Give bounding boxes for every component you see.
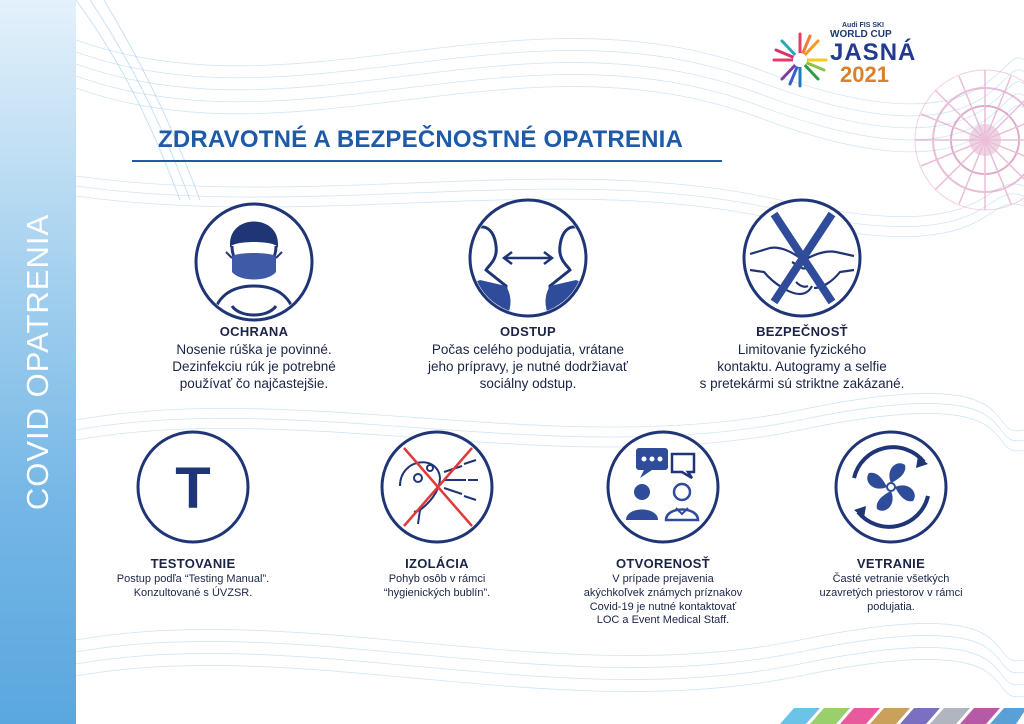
measure-line: jeho prípravy, je nutné dodržiavať xyxy=(428,358,628,374)
communication-icon xyxy=(604,428,722,546)
logo-line3: JASNÁ xyxy=(830,39,917,66)
measure-line: sociálny odstup. xyxy=(479,375,577,391)
measure-line: Covid-19 je nutné kontaktovať xyxy=(589,600,737,613)
measure-line: Počas celého podujatia, vrátane xyxy=(431,342,625,357)
measure-line: Časté vetranie všetkých xyxy=(832,573,950,585)
isolation-bubble-icon xyxy=(378,428,496,546)
measure-text-izolacia xyxy=(337,573,537,601)
measure-text-bezpecnost xyxy=(682,342,922,393)
measure-line: LOC a Event Medical Staff. xyxy=(596,614,730,627)
sidebar xyxy=(0,0,76,724)
measure-line: s pretekármi sú striktne zakázané. xyxy=(699,375,905,391)
measure-line: používať čo najčastejšie. xyxy=(179,375,329,391)
decorative-stripes xyxy=(780,708,1024,724)
ventilation-icon xyxy=(832,428,950,546)
testing-icon xyxy=(134,428,252,546)
measure-line: Pohyb osôb v rámci xyxy=(388,573,486,585)
measure-text-odstup xyxy=(408,342,648,393)
measure-text-vetranie xyxy=(791,573,991,614)
measure-heading-testovanie: TESTOVANIE xyxy=(150,556,236,571)
measure-line: uzavretých priestorov v rámci xyxy=(819,586,963,599)
measure-line: kontaktu. Autogramy a selfie xyxy=(717,358,887,374)
measure-line: Postup podľa “Testing Manual”. xyxy=(116,573,270,585)
logo-year: 2021 xyxy=(840,62,889,87)
measure-line: V prípade prejavenia xyxy=(612,573,714,585)
measure-text-testovanie xyxy=(93,573,293,601)
measure-line: “hygienických bublín”. xyxy=(383,586,491,599)
face-mask-icon xyxy=(192,200,316,324)
page-title: ZDRAVOTNÉ A BEZPEČNOSTNÉ OPATRENIA xyxy=(158,126,684,153)
measure-text-ochrana xyxy=(134,342,374,393)
measure-heading-odstup: ODSTUP xyxy=(500,324,556,339)
sidebar-label: COVID OPATRENIA xyxy=(20,213,55,511)
testing-letter: T xyxy=(175,456,211,521)
no-handshake-icon xyxy=(740,196,864,320)
measure-heading-bezpecnost: BEZPEČNOSŤ xyxy=(756,324,848,339)
measure-line: Dezinfekciu rúk je potrebné xyxy=(172,358,336,374)
measure-line: Limitovanie fyzického xyxy=(737,342,867,357)
measure-heading-ochrana: OCHRANA xyxy=(219,324,289,339)
measure-heading-vetranie: VETRANIE xyxy=(856,556,926,571)
logo-line2: WORLD CUP xyxy=(830,29,892,40)
measure-text-otvorenost xyxy=(563,573,763,628)
measure-heading-izolacia: IZOLÁCIA xyxy=(405,556,469,571)
logo-line1: Audi FIS SKI xyxy=(842,22,884,29)
measure-heading-otvorenost: OTVORENOSŤ xyxy=(615,556,710,571)
distancing-icon xyxy=(466,196,590,320)
measure-line: Konzultované s ÚVZSR. xyxy=(133,586,253,599)
title-underline xyxy=(132,160,722,162)
measure-line: podujatia. xyxy=(867,600,915,613)
measure-line: Nosenie rúška je povinné. xyxy=(176,342,332,357)
measure-line: akýchkoľvek známych príznakov xyxy=(583,586,743,599)
